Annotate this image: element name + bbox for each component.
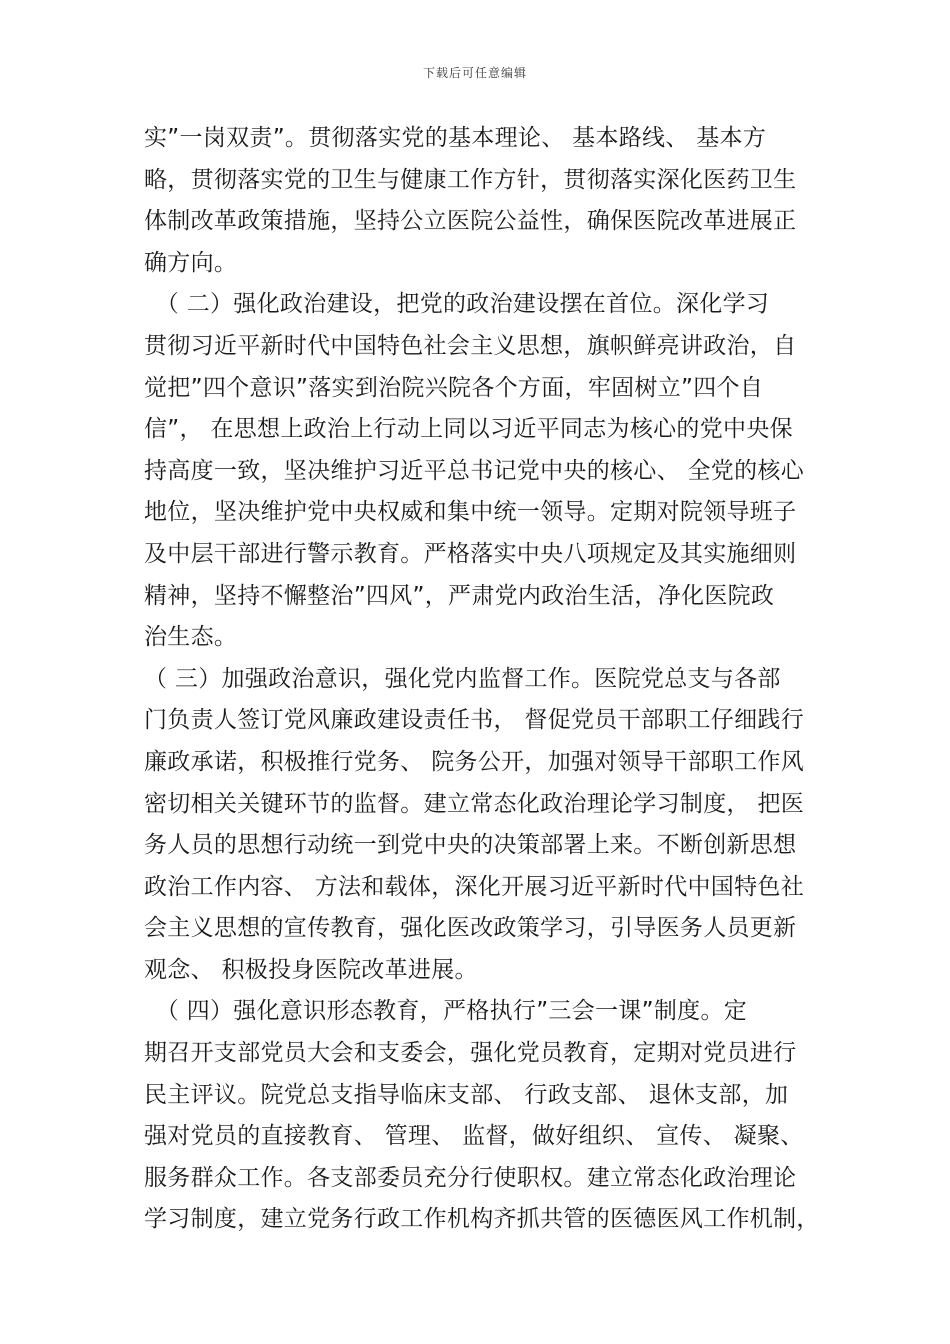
text-line: 期召开支部党员大会和支委会，强化党员教育，定期对党员进行 bbox=[144, 1040, 797, 1067]
text-line: 确方向。 bbox=[144, 249, 238, 276]
text-line: 学习制度，建立党务行政工作机构齐抓共管的医德医风工作机制， bbox=[144, 1206, 820, 1233]
page-header: 下载后可任意编辑 bbox=[422, 66, 527, 80]
text-line: （ 二）强化政治建设，把党的政治建设摆在首位。深化学习 bbox=[144, 291, 770, 318]
text-line: 贯彻习近平新时代中国特色社会主义思想，旗帜鲜亮讲政治，自 bbox=[144, 332, 797, 359]
text-line: 强对党员的直接教育、 管理、 监督，做好组织、 宣传、 凝聚、 bbox=[144, 1123, 804, 1150]
text-line: 民主评议。院党总支指导临床支部、 行政支部、 退休支部，加 bbox=[144, 1081, 789, 1108]
text-line: 信”， 在思想上政治上行动上同以习近平同志为核心的党中央保 bbox=[144, 416, 793, 443]
text-line: 实”一岗双责”。贯彻落实党的基本理论、 基本路线、 基本方 bbox=[144, 125, 767, 151]
text-line: 精神，坚持不懈整治”四风”，严肃党内政治生活，净化医院政 bbox=[144, 582, 775, 609]
text-line: 务人员的思想行动统一到党中央的决策部署上来。不断创新思想 bbox=[144, 832, 797, 859]
text-line: 会主义思想的宣传教育，强化医改政策学习，引导医务人员更新 bbox=[144, 915, 797, 942]
text-line: 治生态。 bbox=[144, 624, 238, 651]
text-line: 及中层干部进行警示教育。严格落实中央八项规定及其实施细则 bbox=[144, 540, 797, 567]
text-line: 门负责人签订党风廉政建设责任书， 督促党员干部职工仔细践行 bbox=[144, 707, 805, 734]
text-line: 觉把”四个意识”落实到治院兴院各个方面，牢固树立”四个自 bbox=[144, 374, 764, 401]
text-line: （ 四）强化意识形态教育，严格执行”三会一课”制度。定 bbox=[144, 998, 748, 1025]
text-line: 政治工作内容、 方法和载体，深化开展习近平新时代中国特色社 bbox=[144, 873, 805, 900]
text-line: （ 三）加强政治意识，强化党内监督工作。医院党总支与各部 bbox=[144, 665, 781, 692]
text-line: 地位，坚决维护党中央权威和集中统一领导。定期对院领导班子 bbox=[144, 499, 797, 526]
text-line: 持高度一致，坚决维护习近平总书记党中央的核心、 全党的核心 bbox=[144, 457, 805, 484]
document-body bbox=[144, 118, 820, 1241]
text-line: 廉政承诺，积极推行党务、 院务公开，加强对领导干部职工作风 bbox=[144, 748, 805, 775]
text-line: 密切相关关键环节的监督。建立常态化政治理论学习制度， 把医 bbox=[144, 790, 805, 817]
text-line: 体制改革政策措施，坚持公立医院公益性，确保医院改革进展正 bbox=[144, 208, 797, 235]
text-line: 略，贯彻落实党的卫生与健康工作方针，贯彻落实深化医药卫生 bbox=[144, 166, 797, 193]
text-line: 服务群众工作。各支部委员充分行使职权。建立常态化政治理论 bbox=[144, 1164, 797, 1191]
text-line: 观念、 积极投身医院改革进展。 bbox=[144, 956, 478, 983]
